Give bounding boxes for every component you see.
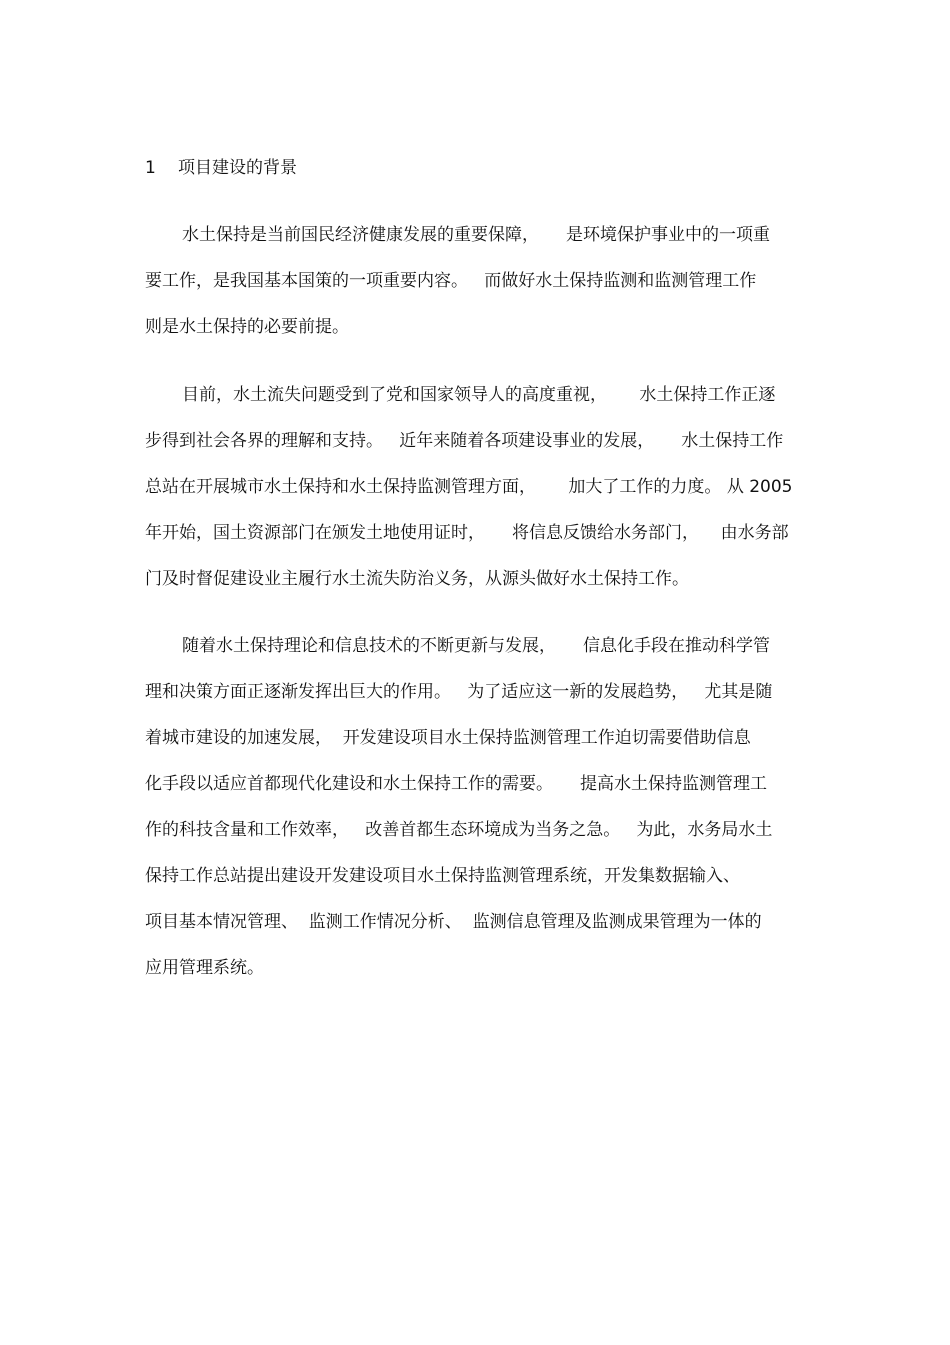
section-title: 项目建设的背景 xyxy=(178,158,297,178)
paragraph-line: 项目基本情况管理、 监测工作情况分析、 监测信息管理及监测成果管理为一体的 xyxy=(145,912,762,932)
paragraph-line: 目前，水土流失问题受到了党和国家领导人的高度重视， 水土保持工作正逐 xyxy=(182,385,776,405)
paragraph-line: 要工作，是我国基本国策的一项重要内容。 而做好水土保持监测和监测管理工作 xyxy=(145,271,757,291)
paragraph-3 xyxy=(145,623,825,991)
paragraph-1 xyxy=(145,212,825,350)
paragraph-line: 总站在开展城市水土保持和水土保持监测管理方面， 加大了工作的力度。 从 2005 xyxy=(145,477,793,497)
paragraph-line: 化手段以适应首都现代化建设和水土保持工作的需要。 提高水土保持监测管理工 xyxy=(145,774,768,794)
paragraph-line: 作的科技含量和工作效率， 改善首都生态环境成为当务之急。 为此，水务局水土 xyxy=(145,820,773,840)
paragraph-line: 保持工作总站提出建设开发建设项目水土保持监测管理系统，开发集数据输入、 xyxy=(145,866,740,886)
paragraph-line: 理和决策方面正逐渐发挥出巨大的作用。 为了适应这一新的发展趋势， 尤其是随 xyxy=(145,682,773,702)
section-number: 1 xyxy=(145,158,156,178)
paragraph-line: 步得到社会各界的理解和支持。 近年来随着各项建设事业的发展， 水土保持工作 xyxy=(145,431,784,451)
paragraph-line: 水土保持是当前国民经济健康发展的重要保障， 是环境保护事业中的一项重 xyxy=(182,225,771,245)
section-heading xyxy=(145,155,297,181)
paragraph-line: 应用管理系统。 xyxy=(145,958,264,978)
paragraph-line: 门及时督促建设业主履行水土流失防治义务，从源头做好水土保持工作。 xyxy=(145,569,689,589)
paragraph-line: 年开始，国土资源部门在颁发土地使用证时， 将信息反馈给水务部门， 由水务部 xyxy=(145,523,789,543)
paragraph-2 xyxy=(145,372,825,602)
paragraph-line: 着城市建设的加速发展， 开发建设项目水土保持监测管理工作迫切需要借助信息 xyxy=(145,728,751,748)
paragraph-line: 则是水土保持的必要前提。 xyxy=(145,317,349,337)
paragraph-line: 随着水土保持理论和信息技术的不断更新与发展， 信息化手段在推动科学管 xyxy=(182,636,771,656)
